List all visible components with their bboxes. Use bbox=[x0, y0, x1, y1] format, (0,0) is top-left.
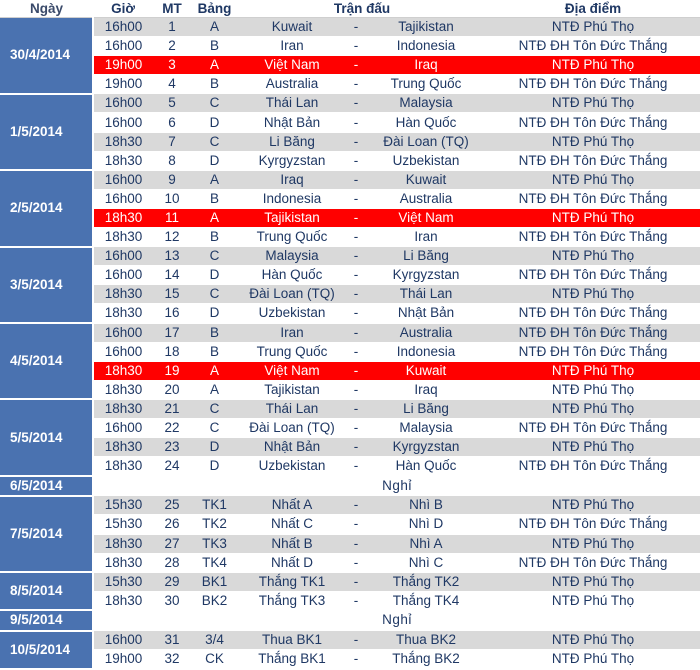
match-row bbox=[0, 304, 700, 323]
match-separator: - bbox=[346, 56, 366, 75]
match-group: TK2 bbox=[191, 515, 238, 534]
match-venue: NTĐ ĐH Tôn Đức Thắng bbox=[486, 228, 700, 247]
match-group: TK4 bbox=[191, 553, 238, 572]
match-group: C bbox=[191, 285, 238, 304]
match-number: 25 bbox=[153, 496, 191, 515]
match-number: 2 bbox=[153, 37, 191, 56]
match-row bbox=[0, 553, 700, 572]
match-group: C bbox=[191, 132, 238, 151]
away-team: Indonesia bbox=[366, 37, 486, 56]
match-time: 16h00 bbox=[93, 323, 153, 342]
match-separator: - bbox=[346, 534, 366, 553]
match-number: 8 bbox=[153, 151, 191, 170]
away-team: Thua BK2 bbox=[366, 631, 486, 650]
header-date: Ngày bbox=[0, 0, 93, 18]
match-venue: NTĐ ĐH Tôn Đức Thắng bbox=[486, 113, 700, 132]
match-venue: NTĐ Phú Thọ bbox=[486, 380, 700, 399]
match-separator: - bbox=[346, 285, 366, 304]
match-group: D bbox=[191, 304, 238, 323]
match-separator: - bbox=[346, 228, 366, 247]
away-team: Kyrgyzstan bbox=[366, 266, 486, 285]
home-team: Trung Quốc bbox=[238, 228, 346, 247]
match-number: 3 bbox=[153, 56, 191, 75]
match-row bbox=[0, 438, 700, 457]
match-time: 16h00 bbox=[93, 189, 153, 208]
match-group: A bbox=[191, 361, 238, 380]
match-venue: NTĐ Phú Thọ bbox=[486, 496, 700, 515]
home-team: Uzbekistan bbox=[238, 304, 346, 323]
home-team: Iran bbox=[238, 37, 346, 56]
match-time: 18h30 bbox=[93, 285, 153, 304]
match-row-highlighted bbox=[0, 208, 700, 227]
match-separator: - bbox=[346, 380, 366, 399]
match-venue: NTĐ Phú Thọ bbox=[486, 572, 700, 591]
match-separator: - bbox=[346, 418, 366, 437]
home-team: Australia bbox=[238, 75, 346, 94]
home-team: Nhật Bản bbox=[238, 113, 346, 132]
header-time: Giờ bbox=[93, 0, 153, 18]
date-cell: 7/5/2014 bbox=[0, 496, 93, 572]
match-separator: - bbox=[346, 132, 366, 151]
match-separator: - bbox=[346, 18, 366, 37]
match-venue: NTĐ Phú Thọ bbox=[486, 591, 700, 610]
date-cell: 10/5/2014 bbox=[0, 631, 93, 669]
match-separator: - bbox=[346, 631, 366, 650]
match-separator: - bbox=[346, 438, 366, 457]
away-team: Nhì A bbox=[366, 534, 486, 553]
header-row bbox=[0, 0, 700, 18]
match-time: 18h30 bbox=[93, 361, 153, 380]
match-time: 15h30 bbox=[93, 515, 153, 534]
match-separator: - bbox=[346, 515, 366, 534]
match-row bbox=[0, 650, 700, 669]
away-team: Thắng TK4 bbox=[366, 591, 486, 610]
away-team: Malaysia bbox=[366, 94, 486, 113]
match-time: 18h30 bbox=[93, 534, 153, 553]
match-venue: NTĐ ĐH Tôn Đức Thắng bbox=[486, 75, 700, 94]
match-separator: - bbox=[346, 247, 366, 266]
home-team: Trung Quốc bbox=[238, 342, 346, 361]
date-cell: 1/5/2014 bbox=[0, 94, 93, 170]
date-cell: 5/5/2014 bbox=[0, 399, 93, 475]
home-team: Đài Loan (TQ) bbox=[238, 285, 346, 304]
match-time: 18h30 bbox=[93, 228, 153, 247]
match-venue: NTĐ Phú Thọ bbox=[486, 399, 700, 418]
match-group: TK3 bbox=[191, 534, 238, 553]
header-venue: Địa điểm bbox=[486, 0, 700, 18]
home-team: Thắng TK1 bbox=[238, 572, 346, 591]
match-separator: - bbox=[346, 304, 366, 323]
match-number: 6 bbox=[153, 113, 191, 132]
match-venue: NTĐ ĐH Tôn Đức Thắng bbox=[486, 323, 700, 342]
match-group: A bbox=[191, 56, 238, 75]
match-venue: NTĐ ĐH Tôn Đức Thắng bbox=[486, 418, 700, 437]
home-team: Thái Lan bbox=[238, 399, 346, 418]
match-row bbox=[0, 18, 700, 37]
match-row bbox=[0, 342, 700, 361]
match-number: 7 bbox=[153, 132, 191, 151]
match-group: BK1 bbox=[191, 572, 238, 591]
match-separator: - bbox=[346, 208, 366, 227]
match-venue: NTĐ Phú Thọ bbox=[486, 650, 700, 669]
away-team: Iraq bbox=[366, 380, 486, 399]
header-match-number: MT bbox=[153, 0, 191, 18]
header-group: Bảng bbox=[191, 0, 238, 18]
match-time: 15h30 bbox=[93, 496, 153, 515]
away-team: Việt Nam bbox=[366, 208, 486, 227]
match-group: A bbox=[191, 18, 238, 37]
match-time: 18h30 bbox=[93, 380, 153, 399]
match-time: 18h30 bbox=[93, 399, 153, 418]
away-team: Nhì C bbox=[366, 553, 486, 572]
home-team: Iran bbox=[238, 323, 346, 342]
match-number: 13 bbox=[153, 247, 191, 266]
match-separator: - bbox=[346, 37, 366, 56]
date-cell: 4/5/2014 bbox=[0, 323, 93, 399]
match-row bbox=[0, 572, 700, 591]
home-team: Uzbekistan bbox=[238, 457, 346, 476]
match-time: 18h30 bbox=[93, 591, 153, 610]
away-team: Li Băng bbox=[366, 247, 486, 266]
match-row bbox=[0, 285, 700, 304]
match-time: 16h00 bbox=[93, 113, 153, 132]
header-match: Trận đấu bbox=[238, 0, 486, 18]
match-separator: - bbox=[346, 266, 366, 285]
home-team: Đài Loan (TQ) bbox=[238, 418, 346, 437]
date-cell: 6/5/2014 bbox=[0, 476, 93, 496]
match-number: 27 bbox=[153, 534, 191, 553]
match-time: 18h30 bbox=[93, 457, 153, 476]
match-time: 16h00 bbox=[93, 342, 153, 361]
match-venue: NTĐ Phú Thọ bbox=[486, 285, 700, 304]
match-number: 29 bbox=[153, 572, 191, 591]
away-team: Nhì D bbox=[366, 515, 486, 534]
match-number: 9 bbox=[153, 170, 191, 189]
match-group: B bbox=[191, 75, 238, 94]
match-venue: NTĐ ĐH Tôn Đức Thắng bbox=[486, 515, 700, 534]
match-time: 16h00 bbox=[93, 170, 153, 189]
away-team: Uzbekistan bbox=[366, 151, 486, 170]
match-number: 19 bbox=[153, 361, 191, 380]
match-number: 26 bbox=[153, 515, 191, 534]
match-time: 19h00 bbox=[93, 650, 153, 669]
match-venue: NTĐ ĐH Tôn Đức Thắng bbox=[486, 37, 700, 56]
match-row bbox=[0, 399, 700, 418]
away-team: Malaysia bbox=[366, 418, 486, 437]
match-number: 1 bbox=[153, 18, 191, 37]
match-group: A bbox=[191, 380, 238, 399]
away-team: Indonesia bbox=[366, 342, 486, 361]
match-venue: NTĐ ĐH Tôn Đức Thắng bbox=[486, 304, 700, 323]
match-group: A bbox=[191, 208, 238, 227]
home-team: Indonesia bbox=[238, 189, 346, 208]
match-number: 28 bbox=[153, 553, 191, 572]
match-venue: NTĐ Phú Thọ bbox=[486, 94, 700, 113]
match-time: 16h00 bbox=[93, 247, 153, 266]
away-team: Australia bbox=[366, 323, 486, 342]
home-team: Thắng BK1 bbox=[238, 650, 346, 669]
match-separator: - bbox=[346, 457, 366, 476]
rest-day-label: Nghỉ bbox=[93, 476, 700, 496]
match-time: 16h00 bbox=[93, 418, 153, 437]
home-team: Kyrgyzstan bbox=[238, 151, 346, 170]
home-team: Việt Nam bbox=[238, 361, 346, 380]
match-venue: NTĐ Phú Thọ bbox=[486, 170, 700, 189]
match-number: 30 bbox=[153, 591, 191, 610]
home-team: Nhất B bbox=[238, 534, 346, 553]
match-number: 18 bbox=[153, 342, 191, 361]
match-row bbox=[0, 75, 700, 94]
away-team: Thắng BK2 bbox=[366, 650, 486, 669]
match-number: 14 bbox=[153, 266, 191, 285]
match-row bbox=[0, 496, 700, 515]
match-group: D bbox=[191, 438, 238, 457]
match-venue: NTĐ Phú Thọ bbox=[486, 18, 700, 37]
away-team: Nhật Bản bbox=[366, 304, 486, 323]
match-separator: - bbox=[346, 496, 366, 515]
match-time: 18h30 bbox=[93, 438, 153, 457]
match-number: 23 bbox=[153, 438, 191, 457]
match-time: 16h00 bbox=[93, 94, 153, 113]
match-row bbox=[0, 266, 700, 285]
match-venue: NTĐ Phú Thọ bbox=[486, 208, 700, 227]
match-row bbox=[0, 113, 700, 132]
away-team: Li Băng bbox=[366, 399, 486, 418]
match-time: 18h30 bbox=[93, 132, 153, 151]
away-team: Kuwait bbox=[366, 361, 486, 380]
match-venue: NTĐ ĐH Tôn Đức Thắng bbox=[486, 189, 700, 208]
match-separator: - bbox=[346, 170, 366, 189]
match-group: B bbox=[191, 342, 238, 361]
home-team: Nhật Bản bbox=[238, 438, 346, 457]
home-team: Iraq bbox=[238, 170, 346, 189]
match-venue: NTĐ Phú Thọ bbox=[486, 361, 700, 380]
match-group: 3/4 bbox=[191, 631, 238, 650]
home-team: Việt Nam bbox=[238, 56, 346, 75]
match-venue: NTĐ Phú Thọ bbox=[486, 631, 700, 650]
match-number: 32 bbox=[153, 650, 191, 669]
away-team: Đài Loan (TQ) bbox=[366, 132, 486, 151]
match-separator: - bbox=[346, 399, 366, 418]
match-group: TK1 bbox=[191, 496, 238, 515]
match-time: 16h00 bbox=[93, 18, 153, 37]
home-team: Nhất D bbox=[238, 553, 346, 572]
match-time: 19h00 bbox=[93, 75, 153, 94]
away-team: Thái Lan bbox=[366, 285, 486, 304]
match-row bbox=[0, 228, 700, 247]
match-group: C bbox=[191, 94, 238, 113]
match-row bbox=[0, 247, 700, 266]
match-time: 18h30 bbox=[93, 208, 153, 227]
match-group: B bbox=[191, 37, 238, 56]
rest-day-row bbox=[0, 610, 700, 630]
match-number: 12 bbox=[153, 228, 191, 247]
match-group: D bbox=[191, 151, 238, 170]
match-separator: - bbox=[346, 361, 366, 380]
home-team: Hàn Quốc bbox=[238, 266, 346, 285]
away-team: Nhì B bbox=[366, 496, 486, 515]
home-team: Nhất A bbox=[238, 496, 346, 515]
match-venue: NTĐ ĐH Tôn Đức Thắng bbox=[486, 457, 700, 476]
match-separator: - bbox=[346, 572, 366, 591]
match-time: 19h00 bbox=[93, 56, 153, 75]
date-cell: 3/5/2014 bbox=[0, 247, 93, 323]
match-group: D bbox=[191, 457, 238, 476]
away-team: Iran bbox=[366, 228, 486, 247]
away-team: Hàn Quốc bbox=[366, 457, 486, 476]
match-venue: NTĐ Phú Thọ bbox=[486, 534, 700, 553]
match-separator: - bbox=[346, 342, 366, 361]
match-number: 31 bbox=[153, 631, 191, 650]
match-venue: NTĐ ĐH Tôn Đức Thắng bbox=[486, 266, 700, 285]
match-venue: NTĐ ĐH Tôn Đức Thắng bbox=[486, 342, 700, 361]
match-group: C bbox=[191, 418, 238, 437]
match-row bbox=[0, 170, 700, 189]
match-number: 16 bbox=[153, 304, 191, 323]
away-team: Kuwait bbox=[366, 170, 486, 189]
match-group: B bbox=[191, 189, 238, 208]
home-team: Li Băng bbox=[238, 132, 346, 151]
match-row bbox=[0, 457, 700, 476]
away-team: Hàn Quốc bbox=[366, 113, 486, 132]
match-time: 18h30 bbox=[93, 151, 153, 170]
match-row-highlighted bbox=[0, 361, 700, 380]
match-venue: NTĐ ĐH Tôn Đức Thắng bbox=[486, 553, 700, 572]
match-group: D bbox=[191, 266, 238, 285]
match-separator: - bbox=[346, 650, 366, 669]
home-team: Malaysia bbox=[238, 247, 346, 266]
match-number: 4 bbox=[153, 75, 191, 94]
match-separator: - bbox=[346, 323, 366, 342]
date-cell: 2/5/2014 bbox=[0, 170, 93, 246]
match-row bbox=[0, 591, 700, 610]
match-number: 21 bbox=[153, 399, 191, 418]
match-number: 5 bbox=[153, 94, 191, 113]
match-row bbox=[0, 418, 700, 437]
match-venue: NTĐ Phú Thọ bbox=[486, 438, 700, 457]
match-group: C bbox=[191, 399, 238, 418]
away-team: Kyrgyzstan bbox=[366, 438, 486, 457]
rest-day-label: Nghỉ bbox=[93, 610, 700, 630]
match-group: D bbox=[191, 113, 238, 132]
match-row bbox=[0, 323, 700, 342]
home-team: Thua BK1 bbox=[238, 631, 346, 650]
match-number: 24 bbox=[153, 457, 191, 476]
match-row bbox=[0, 380, 700, 399]
match-row bbox=[0, 94, 700, 113]
date-cell: 9/5/2014 bbox=[0, 610, 93, 630]
away-team: Tajikistan bbox=[366, 18, 486, 37]
match-number: 10 bbox=[153, 189, 191, 208]
match-group: A bbox=[191, 170, 238, 189]
match-venue: NTĐ Phú Thọ bbox=[486, 132, 700, 151]
match-row-highlighted bbox=[0, 56, 700, 75]
match-time: 16h00 bbox=[93, 631, 153, 650]
match-group: C bbox=[191, 247, 238, 266]
match-time: 16h00 bbox=[93, 266, 153, 285]
match-number: 22 bbox=[153, 418, 191, 437]
away-team: Iraq bbox=[366, 56, 486, 75]
match-venue: NTĐ Phú Thọ bbox=[486, 247, 700, 266]
match-number: 15 bbox=[153, 285, 191, 304]
away-team: Australia bbox=[366, 189, 486, 208]
match-separator: - bbox=[346, 151, 366, 170]
match-venue: NTĐ ĐH Tôn Đức Thắng bbox=[486, 151, 700, 170]
match-separator: - bbox=[346, 189, 366, 208]
date-cell: 8/5/2014 bbox=[0, 572, 93, 610]
match-separator: - bbox=[346, 113, 366, 132]
home-team: Thắng TK3 bbox=[238, 591, 346, 610]
rest-day-row bbox=[0, 476, 700, 496]
match-time: 18h30 bbox=[93, 553, 153, 572]
match-group: B bbox=[191, 228, 238, 247]
away-team: Thắng TK2 bbox=[366, 572, 486, 591]
match-row bbox=[0, 189, 700, 208]
home-team: Nhất C bbox=[238, 515, 346, 534]
home-team: Tajikistan bbox=[238, 208, 346, 227]
match-separator: - bbox=[346, 75, 366, 94]
home-team: Kuwait bbox=[238, 18, 346, 37]
home-team: Thái Lan bbox=[238, 94, 346, 113]
away-team: Trung Quốc bbox=[366, 75, 486, 94]
match-row bbox=[0, 151, 700, 170]
home-team: Tajikistan bbox=[238, 380, 346, 399]
match-time: 15h30 bbox=[93, 572, 153, 591]
match-group: B bbox=[191, 323, 238, 342]
match-group: BK2 bbox=[191, 591, 238, 610]
match-row bbox=[0, 132, 700, 151]
match-row bbox=[0, 631, 700, 650]
match-number: 11 bbox=[153, 208, 191, 227]
match-number: 20 bbox=[153, 380, 191, 399]
match-row bbox=[0, 515, 700, 534]
match-separator: - bbox=[346, 591, 366, 610]
schedule-body bbox=[0, 18, 700, 669]
match-group: CK bbox=[191, 650, 238, 669]
match-venue: NTĐ Phú Thọ bbox=[486, 56, 700, 75]
match-row bbox=[0, 37, 700, 56]
match-row bbox=[0, 534, 700, 553]
match-separator: - bbox=[346, 94, 366, 113]
match-separator: - bbox=[346, 553, 366, 572]
match-time: 16h00 bbox=[93, 37, 153, 56]
match-number: 17 bbox=[153, 323, 191, 342]
match-time: 18h30 bbox=[93, 304, 153, 323]
date-cell: 30/4/2014 bbox=[0, 18, 93, 94]
